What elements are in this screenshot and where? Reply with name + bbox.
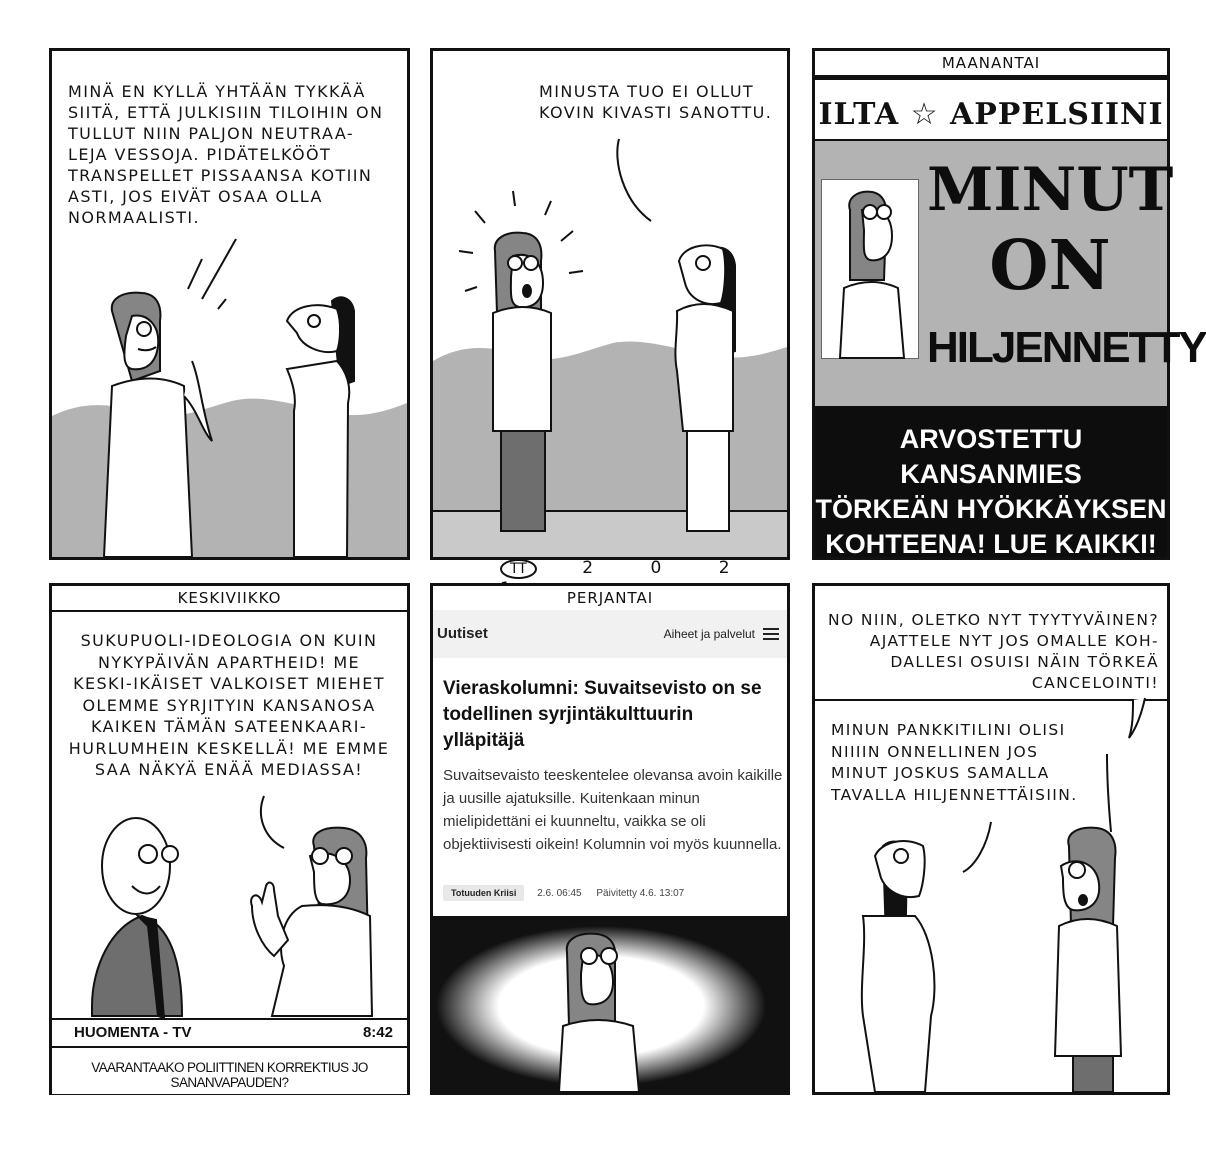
updated-time: Päivitetty 4.6. 13:07 [596, 888, 685, 899]
speech-tail-top [1129, 698, 1145, 738]
speech-tail [188, 239, 236, 309]
annoyed-man-figure [1055, 828, 1121, 1092]
day-caption: PERJANTAI [433, 586, 787, 612]
day-caption: KESKIVIIKKO [52, 586, 407, 612]
cover-photo [821, 179, 919, 359]
floor [433, 511, 787, 557]
tv-news-ticker [52, 1046, 407, 1094]
panel-1 [49, 48, 410, 560]
listening-woman-figure [287, 297, 354, 557]
artist-signature [500, 558, 770, 582]
speech-bubble-text: SUKUPUOLI-IDEOLOGIA ON KUIN NYKYPÄIVÄN APARTHEID! ME KESKI-IKÄISET VALKOISET MIEHET OLEMME SYRJITYIN KANSANOSA KAIKEN TÄMÄN SATEENKAARI- HURLUMHEIN KESKELLÄ! ME EMME SAA NÄKYÄ ENÄÄ MEDIASSA! [68, 631, 390, 779]
smug-woman-figure [862, 841, 935, 1092]
spotlight-scene [433, 586, 787, 1092]
headline-line-1: MINUT [927, 155, 1174, 225]
tv-clock: 8:42 [362, 1024, 393, 1041]
tv-channel-bar [52, 1018, 407, 1046]
tv-ticker-text: VAARANTAAKO POLIITTINEN KORREKTIUS JO SANANVAPAUDEN? [91, 1060, 368, 1090]
speech-tail [261, 796, 284, 848]
speech-bubble-text: MINÄ EN KYLLÄ YHTÄÄN TYKKÄÄ SIITÄ, ETTÄ JULKISIIN TILOIHIN ON TULLUT NIIN PALJON NEUTRAA- LEJA VESSOJA. PIDÄTELKÖÖT TRANSPELLET PISSAANSA KOTIIN ASTI, JOS EIVÄT OSAA OLLA NORMAALISTI. [68, 82, 384, 227]
masthead-right: APPELSIINI [949, 97, 1164, 132]
speech-tail [617, 139, 651, 221]
panel-2-art [433, 51, 787, 557]
masthead-left: ILTA [818, 97, 900, 132]
speech-bubble-mid-text: MINUN PANKKITILINI OLISI NIIIIN ONNELLINEN JOS MINUT JOSKUS SAMALLA TAVALLA HILJENNETTÄISIIN. [831, 721, 1078, 804]
panel-2 [430, 48, 790, 560]
headline-line-2: ON [989, 226, 1111, 306]
author-tag[interactable]: Totuuden Kriisi [443, 885, 524, 901]
speech-bubble-text: MINUSTA TUO EI OLLUT KOVIN KIVASTI SANOTTU. [539, 82, 773, 122]
signature-mark: TT [500, 559, 537, 579]
tv-channel-name: HUOMENTA - TV [74, 1024, 192, 1041]
speech-tail-low [963, 822, 991, 872]
panel-5-web [430, 583, 790, 1095]
article-lead: Suvaitsevaisto teeskentelee olevansa avoin kaikille ja uusille ajatuksille. Kuitenkaan minun mielipidettäni ei kuunneltu, vaikka se oli objektiivisesti oikein! Kolumnin voi myös kuunnella. [443, 767, 783, 853]
published-time: 2.6. 06:45 [537, 888, 582, 899]
shocked-man-figure [493, 233, 551, 531]
speech-bubble-top-text: NO NIIN, OLETKO NYT TYYTYVÄINEN? AJATTELE NYT JOS OMALLE KOH- DALLESI OSUISI NÄIN TÖRKEÄ CANCELOINTI! [827, 611, 1159, 692]
day-caption: MAANANTAI [815, 51, 1167, 77]
panel-3-newspaper [812, 48, 1206, 560]
headline-line-3: HILJENNETTY [927, 323, 1206, 372]
panel-6 [812, 583, 1170, 1095]
article-title[interactable]: Vieraskolumni: Suvaitsevisto on se todellinen syrjintäkulttuurin ylläpitäjä [443, 678, 762, 751]
nav-services-link[interactable]: Aiheet ja palvelut [663, 627, 755, 641]
cover-photo-man [822, 180, 918, 358]
star-icon: ☆ [910, 97, 939, 132]
panel-4-tv [49, 583, 410, 1095]
calm-man-figure [251, 828, 372, 1016]
signature-year: 2 0 2 [582, 558, 756, 578]
suited-man-figure [92, 818, 182, 1018]
site-name[interactable]: Uutiset [437, 625, 488, 642]
newspaper-masthead [815, 87, 1167, 143]
newspaper-subhead: ARVOSTETTU KANSANMIES TÖRKEÄN HYÖKKÄYKSEN KOHTEENA! LUE KAIKKI! [815, 406, 1167, 557]
